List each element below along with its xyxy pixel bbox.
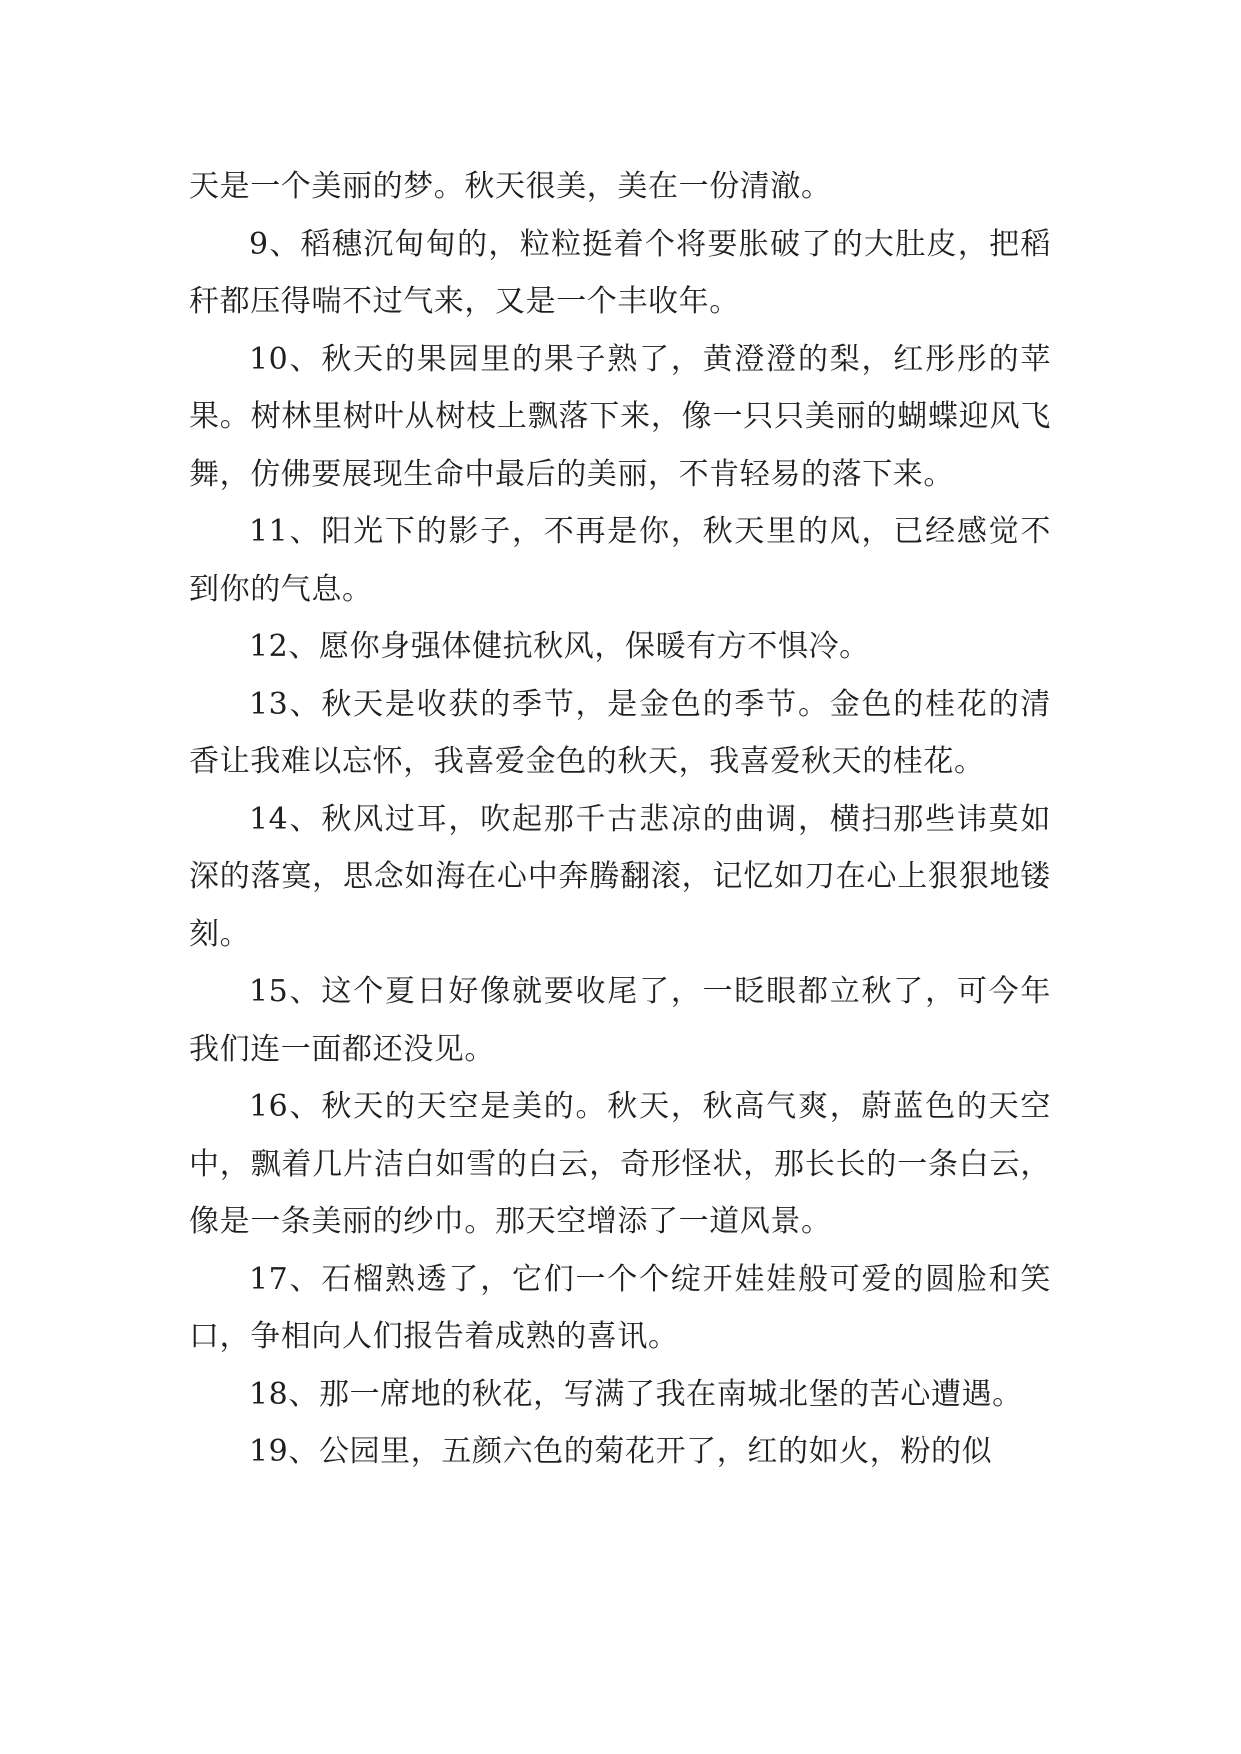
paragraph-item-9: 9、稻穗沉甸甸的，粒粒挺着个将要胀破了的大肚皮，把稻秆都压得喘不过气来，又是一个丰收年。 <box>189 226 1051 319</box>
paragraph-item-11: 11、阳光下的影子，不再是你，秋天里的风，已经感觉不到你的气息。 <box>189 514 1051 607</box>
paragraph-continuation: 天是一个美丽的梦。秋天很美，美在一份清澈。 <box>189 169 832 204</box>
paragraph-item-18: 18、那一席地的秋花，写满了我在南城北堡的苦心遭遇。 <box>249 1376 1023 1412</box>
paragraph-item-10: 10、秋天的果园里的果子熟了，黄澄澄的梨，红彤彤的苹果。树林里树叶从树枝上飘落下来，像一只只美丽的蝴蝶迎风飞舞，仿佛要展现生命中最后的美丽，不肯轻易的落下来。 <box>189 341 1051 492</box>
paragraph-item-15: 15、这个夏日好像就要收尾了，一眨眼都立秋了，可今年我们连一面都还没见。 <box>189 974 1051 1067</box>
paragraph-item-14: 14、秋风过耳，吹起那千古悲凉的曲调，横扫那些讳莫如深的落寞，思念如海在心中奔腾翻滚，记忆如刀在心上狠狠地镂刻。 <box>189 801 1051 952</box>
document-body <box>189 158 1051 1481</box>
paragraph-item-16: 16、秋天的天空是美的。秋天，秋高气爽，蔚蓝色的天空中，飘着几片洁白如雪的白云，奇形怪状，那长长的一条白云，像是一条美丽的纱巾。那天空增添了一道风景。 <box>189 1089 1051 1239</box>
paragraph-item-13: 13、秋天是收获的季节，是金色的季节。金色的桂花的清香让我难以忘怀，我喜爱金色的秋天，我喜爱秋天的桂花。 <box>189 686 1051 779</box>
paragraph-item-19: 19、公园里，五颜六色的菊花开了，红的如火，粉的似 <box>249 1434 993 1469</box>
paragraph-item-17: 17、石榴熟透了，它们一个个绽开娃娃般可爱的圆脸和笑口，争相向人们报告着成熟的喜讯。 <box>189 1261 1051 1354</box>
paragraph-item-12: 12、愿你身强体健抗秋风，保暖有方不惧冷。 <box>249 629 870 664</box>
